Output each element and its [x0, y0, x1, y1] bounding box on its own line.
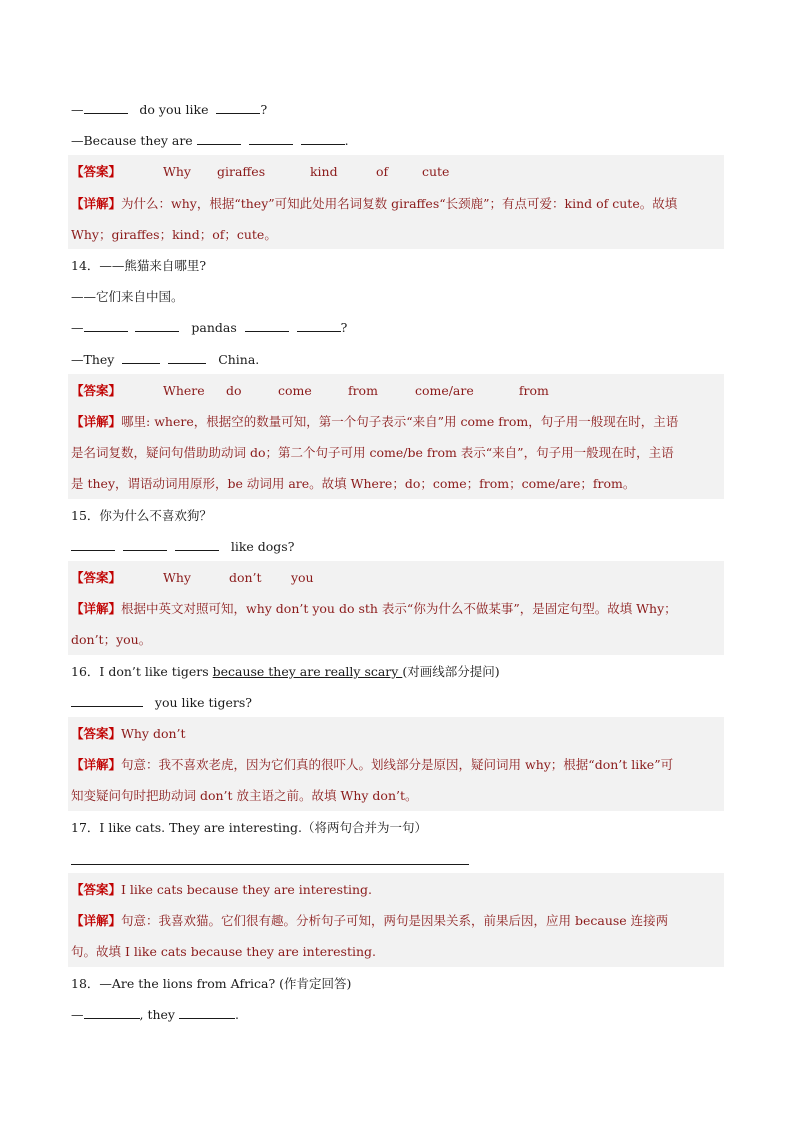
- answer-blank[interactable]: [216, 101, 260, 114]
- answer-blank[interactable]: [135, 319, 179, 332]
- q15-detail: 【详解】根据中英文对照可知，why don’t you do sth 表示“你为什么不做某事”，是固定句型。故填 Why；: [71, 601, 677, 616]
- answer-word: come: [277, 383, 312, 398]
- q15-answer: 【答案】 Why don’t you: [71, 570, 314, 585]
- answer-blank[interactable]: [84, 319, 128, 332]
- answer-word: from: [518, 383, 549, 398]
- q17-detail: 【详解】句意：我喜欢猫。它们很有趣。分析句子可知，两句是因果关系，前果后因，应用 because 连接两: [71, 913, 669, 928]
- answer-word: kind: [309, 164, 338, 179]
- answer-blank[interactable]: [122, 351, 160, 364]
- answer-word: you: [290, 570, 314, 585]
- answer-blank[interactable]: [301, 132, 345, 145]
- answer-word: don’t: [228, 570, 262, 585]
- answer-word: Where: [163, 383, 205, 398]
- q17-detail-cont: 句。故填 I like cats because they are interesting.: [71, 944, 376, 959]
- answer-word: giraffes: [216, 164, 266, 179]
- q14-title: 14．——熊猫来自哪里?: [71, 258, 207, 273]
- q13-detail-cont: Why；giraffes；kind；of；cute。: [71, 227, 277, 242]
- q16-answer: 【答案】Why don’t: [71, 726, 186, 741]
- q17-title: 17．I like cats. They are interesting.（将两句合并为一句）: [71, 820, 428, 835]
- answer-word: come/are: [414, 383, 474, 398]
- q14-detail-cont: 是 they，谓语动词用原形，be 动词用 are。故填 Where；do；come；from；come/are；from。: [71, 476, 636, 491]
- answer-word: from: [347, 383, 378, 398]
- answer-blank[interactable]: [297, 319, 341, 332]
- q14-answer-line: —They China.: [71, 352, 260, 367]
- answer-word: Why: [163, 570, 191, 585]
- answer-word: cute: [421, 164, 450, 179]
- answer-blank[interactable]: [168, 351, 206, 364]
- answer-blank[interactable]: [197, 132, 241, 145]
- q16-detail: 【详解】句意：我不喜欢老虎，因为它们真的很吓人。划线部分是原因，疑问词用 why；根据“don’t like”可: [71, 757, 674, 772]
- answer-blank[interactable]: [71, 694, 143, 707]
- q16-detail-cont: 知变疑问句时把助动词 don’t 放主语之前。故填 Why don’t。: [71, 788, 418, 803]
- q15-detail-cont: don’t；you。: [71, 632, 152, 647]
- answer-blank[interactable]: [179, 1006, 235, 1019]
- q14-answer: 【答案】 Where do come from come/are from: [71, 383, 549, 398]
- q15-title: 15．你为什么不喜欢狗？: [71, 508, 212, 523]
- q18-title: 18．—Are the lions from Africa? (作肯定回答): [71, 976, 352, 991]
- q15-question-line: like dogs?: [71, 538, 294, 556]
- answer-blank[interactable]: [123, 538, 167, 551]
- answer-blank[interactable]: [71, 538, 115, 551]
- q14-detail: 【详解】哪里: where，根据空的数量可知，第一个句子表示“来自”用 come from，句子用一般现在时，主语: [71, 414, 679, 429]
- answer-word: of: [375, 164, 389, 179]
- answer-blank[interactable]: [249, 132, 293, 145]
- answer-blank[interactable]: [175, 538, 219, 551]
- q14-detail-cont: 是名词复数，疑问句借助助动词 do；第二个句子可用 come/be from 表示“来自”，句子用一般现在时，主语: [71, 445, 674, 460]
- q14-line2: ——它们来自中国。: [71, 289, 184, 304]
- answer-blank[interactable]: [84, 1006, 140, 1019]
- q13-detail: 【详解】为什么：why，根据“they”可知此处用名词复数 giraffes“长颈鹿”；有点可爱：kind of cute。故填: [71, 196, 678, 211]
- answer-word: do: [225, 383, 242, 398]
- q17-answer: 【答案】I like cats because they are interesting.: [71, 882, 373, 897]
- answer-word: Why: [163, 164, 191, 179]
- q13-answer-line: —Because they are .: [71, 133, 349, 148]
- q14-question-line: — pandas ?: [71, 320, 348, 335]
- q13-answer: 【答案】 Why giraffes kind of cute: [71, 164, 450, 179]
- q18-answer-line: — , they .: [71, 1007, 239, 1022]
- q13-question-line: — do you like ?: [71, 102, 268, 117]
- answer-blank[interactable]: [84, 101, 128, 114]
- underlined-phrase: because they are really scary: [212, 664, 403, 679]
- q16-question-line: you like tigers?: [71, 694, 252, 712]
- q16-title: 16．I don’t like tigers because they are really scary (对画线部分提问): [71, 664, 500, 679]
- answer-line[interactable]: [71, 864, 469, 865]
- answer-blank[interactable]: [245, 319, 289, 332]
